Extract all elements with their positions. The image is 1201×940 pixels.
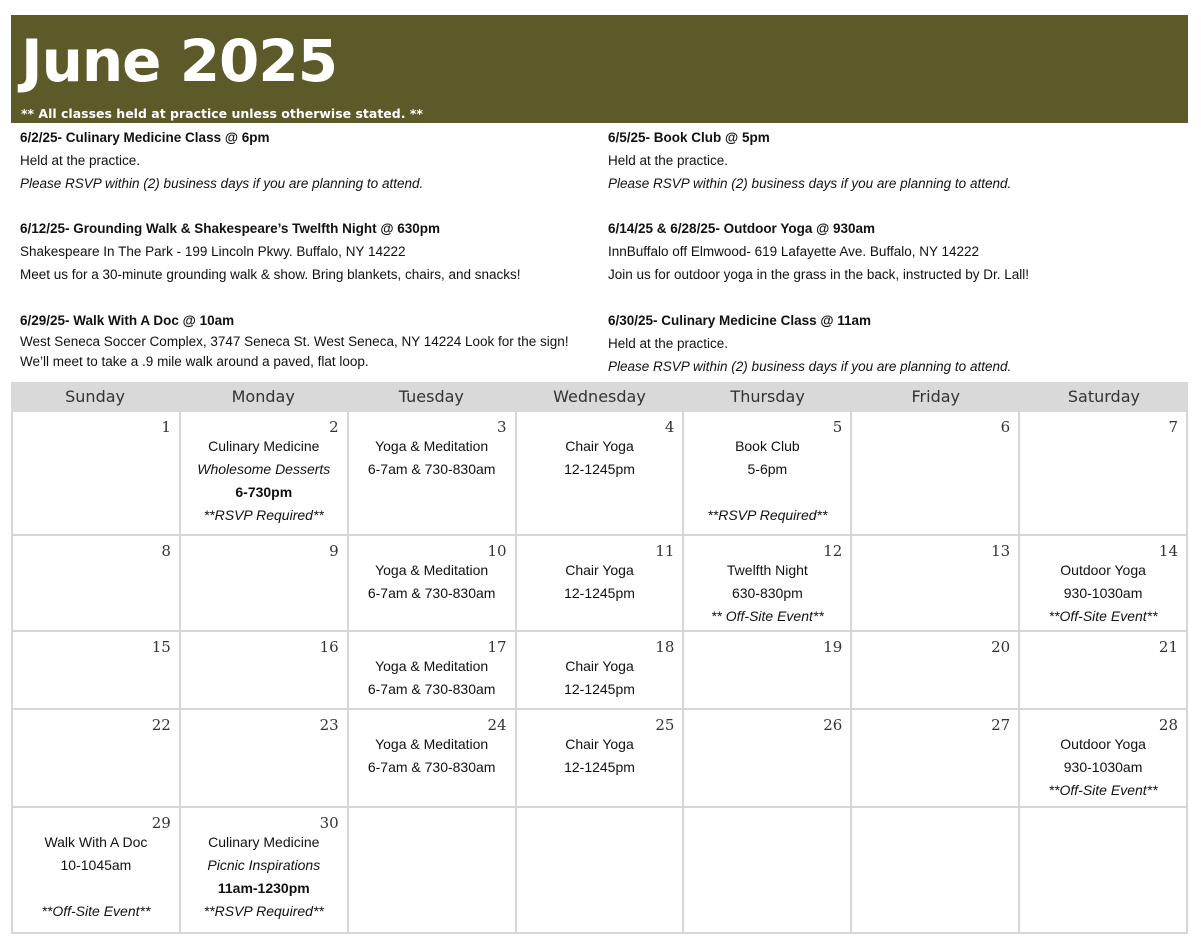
event-line: 930-1030am — [1063, 759, 1143, 775]
event-line: **Off-Site Event** — [1048, 782, 1158, 798]
day-number: 12 — [823, 542, 843, 560]
event-title: 6/2/25- Culinary Medicine Class @ 6pm — [20, 130, 270, 145]
calendar-day — [11, 710, 179, 806]
day-number: 14 — [1158, 542, 1179, 560]
event-line: Wholesome Desserts — [197, 461, 331, 477]
day-number: 30 — [319, 814, 339, 832]
calendar-day — [11, 632, 179, 708]
day-number: 15 — [151, 638, 171, 656]
event-line: 12-1245pm — [564, 461, 635, 477]
event-note: Join us for outdoor yoga in the grass in the back, instructed by Dr. Lall! — [608, 267, 1029, 282]
day-number: 27 — [991, 716, 1011, 734]
event-line: 6-7am & 730-830am — [367, 585, 496, 601]
event-block — [608, 309, 1188, 378]
day-event — [349, 559, 515, 605]
event-line: Walk With A Doc — [44, 834, 148, 850]
calendar-day — [850, 710, 1018, 806]
event-block — [20, 309, 600, 372]
day-event — [349, 435, 515, 481]
calendar-day — [682, 632, 850, 708]
calendar-day — [347, 412, 515, 534]
calendar-day — [682, 808, 850, 932]
day-event — [684, 559, 850, 628]
day-number: 4 — [664, 418, 675, 436]
calendar-week — [11, 536, 1188, 632]
calendar-day — [515, 632, 683, 708]
weekday-label: Tuesday — [398, 387, 464, 406]
day-number: 21 — [1158, 638, 1179, 656]
calendar-week — [11, 710, 1188, 808]
weekday-label: Wednesday — [553, 387, 646, 406]
day-number: 8 — [161, 542, 171, 560]
event-block — [608, 217, 1188, 286]
event-line: Yoga & Meditation — [375, 658, 489, 674]
event-line: **Off-Site Event** — [1048, 608, 1158, 624]
event-title: 6/29/25- Walk With A Doc @ 10am — [20, 313, 235, 328]
day-number: 20 — [991, 638, 1011, 656]
event-block — [608, 126, 1188, 195]
calendar-day — [850, 632, 1018, 708]
event-line: Culinary Medicine — [208, 834, 320, 850]
month-header — [11, 15, 1188, 123]
event-line: Chair Yoga — [565, 438, 634, 454]
event-block — [20, 126, 600, 195]
event-line: 6-7am & 730-830am — [367, 681, 496, 697]
event-line: ** Off-Site Event** — [710, 608, 824, 624]
event-line: **RSVP Required** — [203, 507, 324, 523]
event-title: 6/5/25- Book Club @ 5pm — [608, 130, 770, 145]
event-note: Please RSVP within (2) business days if you are planning to attend. — [608, 359, 1012, 374]
calendar-day — [1018, 632, 1188, 708]
calendar-day — [515, 412, 683, 534]
weekday-label: Monday — [231, 387, 295, 406]
day-number: 29 — [151, 814, 171, 832]
calendar-day — [179, 710, 347, 806]
event-line — [684, 481, 850, 504]
day-event — [517, 559, 683, 605]
day-number: 11 — [655, 542, 675, 560]
day-event — [1020, 733, 1186, 802]
calendar-day — [682, 710, 850, 806]
event-line: 10-1045am — [60, 857, 132, 873]
calendar-week — [11, 412, 1188, 536]
event-line: Picnic Inspirations — [207, 857, 321, 873]
day-number: 24 — [487, 716, 507, 734]
calendar-day — [179, 412, 347, 534]
day-number: 2 — [329, 418, 339, 436]
day-number: 19 — [823, 638, 843, 656]
event-line: 12-1245pm — [564, 759, 635, 775]
event-location: Held at the practice. — [20, 153, 141, 168]
event-note: We’ll meet to take a .9 mile walk around a paved, flat loop. — [20, 354, 369, 369]
calendar-day — [515, 536, 683, 630]
day-event — [181, 435, 347, 527]
day-event — [684, 435, 850, 527]
weekday-label: Saturday — [1067, 387, 1140, 406]
calendar-day — [347, 808, 515, 932]
event-title: 6/12/25- Grounding Walk & Shakespeare’s Twelfth Night @ 630pm — [20, 221, 441, 236]
calendar-day — [347, 710, 515, 806]
calendar-day — [11, 808, 179, 932]
day-number: 7 — [1168, 418, 1179, 436]
day-number: 1 — [161, 418, 171, 436]
day-number: 16 — [319, 638, 339, 656]
event-location: Held at the practice. — [608, 336, 729, 351]
calendar-day — [682, 412, 850, 534]
day-number: 3 — [497, 418, 507, 436]
event-line: Chair Yoga — [565, 736, 634, 752]
calendar-day — [682, 536, 850, 630]
event-note: Please RSVP within (2) business days if you are planning to attend. — [608, 176, 1012, 191]
event-line — [13, 877, 179, 900]
event-line: Culinary Medicine — [208, 438, 320, 454]
calendar-week — [11, 632, 1188, 710]
day-event — [181, 831, 347, 923]
event-line: 630-830pm — [731, 585, 803, 601]
calendar-day — [850, 808, 1018, 932]
day-number: 13 — [991, 542, 1011, 560]
weekday-label: Thursday — [730, 387, 805, 406]
calendar-day — [179, 808, 347, 932]
day-event — [517, 655, 683, 701]
event-block — [20, 217, 600, 286]
event-location: InnBuffalo off Elmwood- 619 Lafayette Ave. Buffalo, NY 14222 — [608, 244, 980, 259]
event-line: Chair Yoga — [565, 562, 634, 578]
calendar-day — [347, 536, 515, 630]
header-note: ** All classes held at practice unless otherwise stated. ** — [21, 106, 423, 121]
event-line: 11am-1230pm — [217, 880, 310, 896]
calendar-day — [515, 808, 683, 932]
day-number: 28 — [1158, 716, 1179, 734]
calendar-day — [850, 412, 1018, 534]
day-number: 9 — [329, 542, 339, 560]
event-line: 6-7am & 730-830am — [367, 759, 496, 775]
calendar-day — [11, 412, 179, 534]
day-number: 22 — [151, 716, 171, 734]
calendar-day — [515, 710, 683, 806]
event-title: 6/30/25- Culinary Medicine Class @ 11am — [608, 313, 872, 328]
event-line: 6-730pm — [235, 484, 293, 500]
event-line: **RSVP Required** — [203, 903, 324, 919]
day-number: 5 — [832, 418, 843, 436]
calendar-day — [11, 536, 179, 630]
event-line: Yoga & Meditation — [375, 562, 489, 578]
event-line: 5-6pm — [747, 461, 788, 477]
event-line: 12-1245pm — [564, 681, 635, 697]
day-number: 26 — [823, 716, 843, 734]
day-event — [13, 831, 179, 923]
weekday-label: Friday — [911, 387, 961, 406]
event-line: 12-1245pm — [564, 585, 635, 601]
event-line: **Off-Site Event** — [41, 903, 151, 919]
day-number: 25 — [655, 716, 675, 734]
event-line: **RSVP Required** — [707, 507, 828, 523]
day-number: 6 — [1000, 418, 1011, 436]
event-note: Please RSVP within (2) business days if you are planning to attend. — [20, 176, 424, 191]
event-line: 930-1030am — [1063, 585, 1143, 601]
day-event — [517, 435, 683, 481]
calendar-grid — [11, 382, 1188, 934]
month-title: June 2025 — [21, 27, 338, 95]
day-event — [1020, 559, 1186, 628]
event-line: Chair Yoga — [565, 658, 634, 674]
event-note: Meet us for a 30-minute grounding walk & show. Bring blankets, chairs, and snacks! — [20, 267, 521, 282]
weekday-header — [11, 382, 1188, 412]
day-event — [517, 733, 683, 779]
day-number: 18 — [655, 638, 675, 656]
calendar-day — [347, 632, 515, 708]
calendar-day — [179, 536, 347, 630]
calendar-day — [1018, 808, 1188, 932]
calendar-day — [1018, 412, 1188, 534]
event-line: Outdoor Yoga — [1060, 562, 1146, 578]
calendar-day — [850, 536, 1018, 630]
day-number: 23 — [319, 716, 339, 734]
event-line: Outdoor Yoga — [1060, 736, 1146, 752]
event-location: West Seneca Soccer Complex, 3747 Seneca St. West Seneca, NY 14224 Look for the sign! — [20, 334, 569, 349]
day-event — [349, 733, 515, 779]
event-line: Book Club — [735, 438, 800, 454]
day-number: 10 — [487, 542, 507, 560]
event-line: 6-7am & 730-830am — [367, 461, 496, 477]
event-line: Yoga & Meditation — [375, 736, 489, 752]
day-number: 17 — [487, 638, 507, 656]
calendar-week — [11, 808, 1188, 934]
event-location: Held at the practice. — [608, 153, 729, 168]
event-title: 6/14/25 & 6/28/25- Outdoor Yoga @ 930am — [608, 221, 876, 236]
calendar-weeks — [11, 412, 1188, 934]
weekday-label: Sunday — [65, 387, 125, 406]
calendar-day — [1018, 536, 1188, 630]
event-line: Yoga & Meditation — [375, 438, 489, 454]
event-line: Twelfth Night — [726, 562, 808, 578]
calendar-day — [179, 632, 347, 708]
calendar-day — [1018, 710, 1188, 806]
day-event — [349, 655, 515, 701]
event-location: Shakespeare In The Park - 199 Lincoln Pkwy. Buffalo, NY 14222 — [20, 244, 406, 259]
